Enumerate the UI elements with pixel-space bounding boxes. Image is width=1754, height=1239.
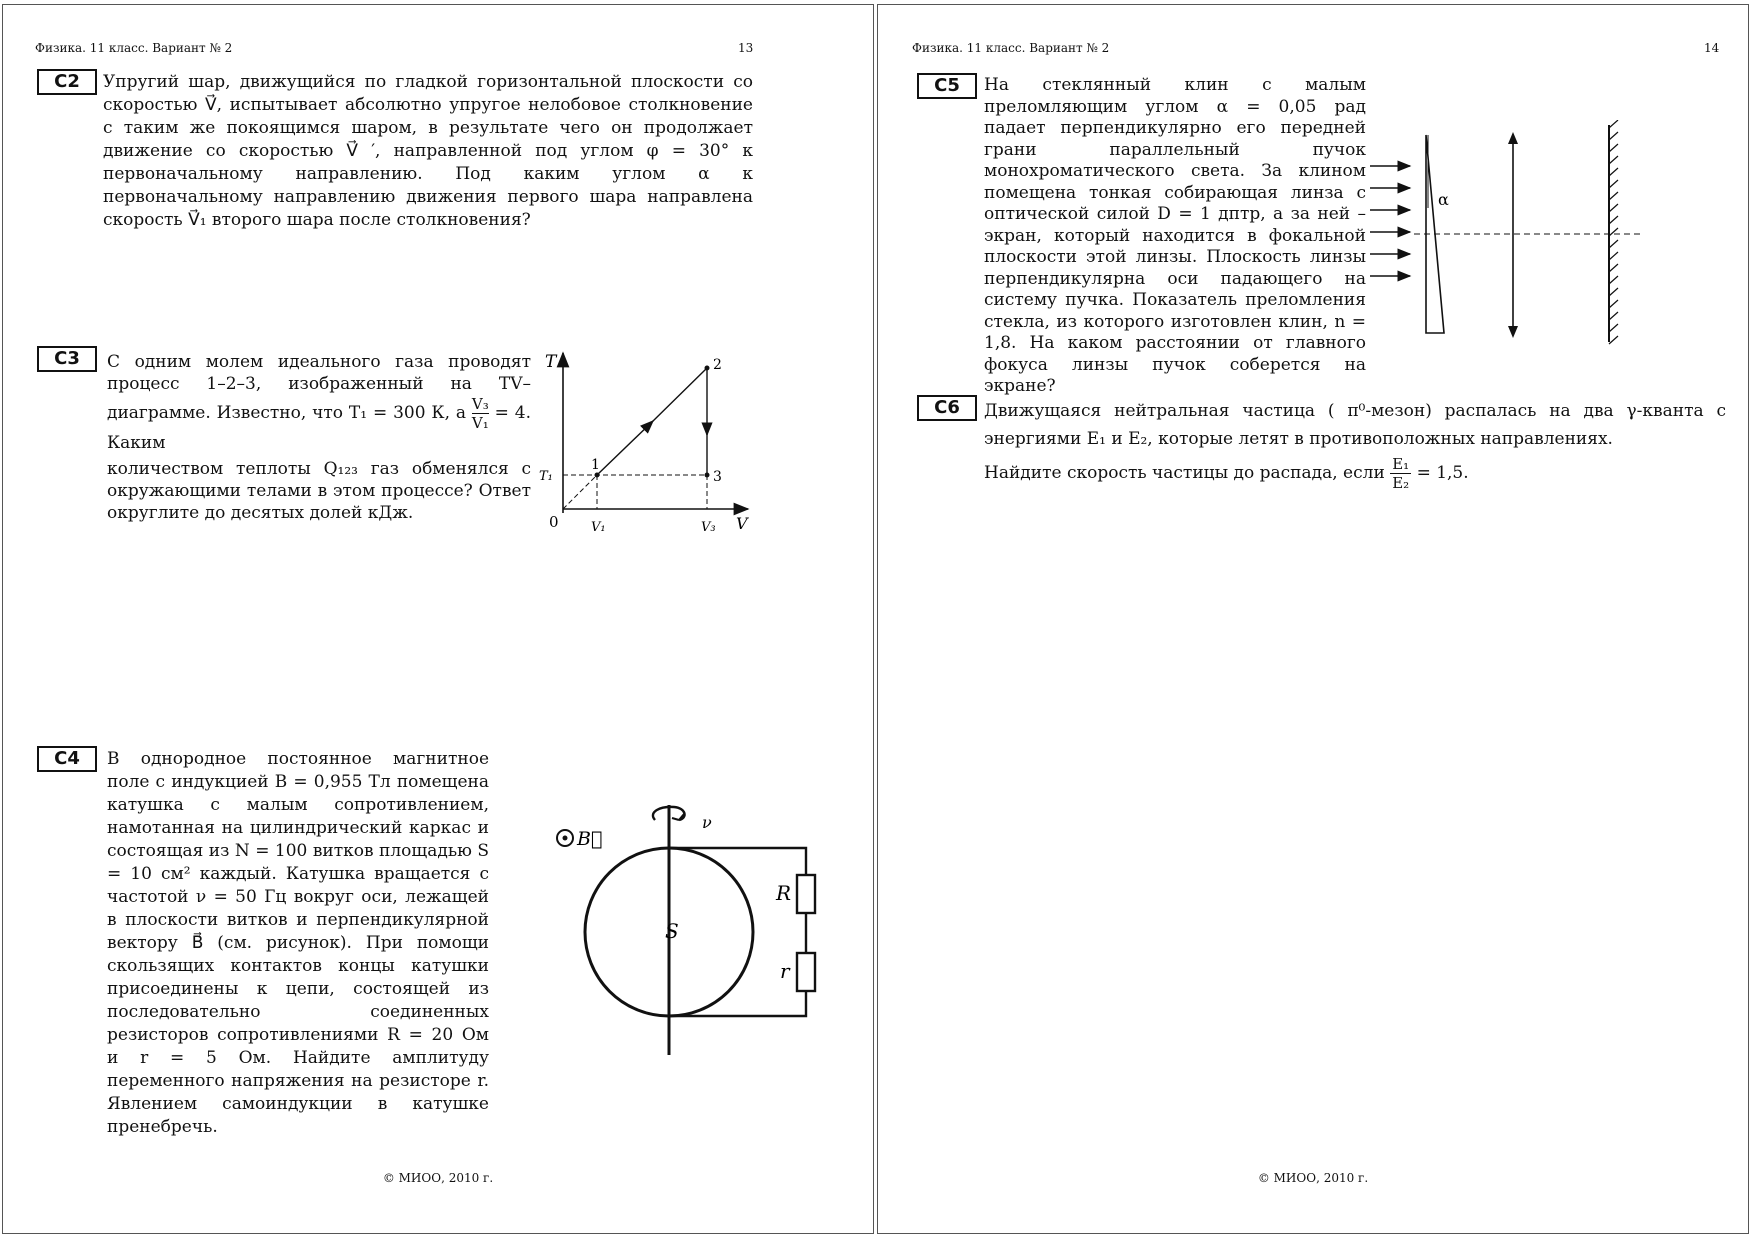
task-label-c3: C3: [37, 346, 97, 372]
isobar-dashed: [563, 475, 597, 509]
area-label: S: [665, 919, 679, 943]
process-1-2-arrow: [597, 421, 653, 475]
page-footer: © МИОО, 2010 г.: [382, 1171, 494, 1185]
resistor-big: [797, 875, 815, 913]
point-3-label: 3: [713, 469, 722, 485]
b-field-dot: [563, 836, 568, 841]
coil-circuit-figure: [548, 800, 848, 1060]
ratio-v3-v1: [472, 395, 489, 432]
wedge-lens-figure: [1370, 120, 1650, 350]
task-text-c2: Упругий шар, движущийся по гладкой горизонтальной плоскости со скоростью V⃗, испытывает абсолютно упругое нелобовое столкновение с таким же покоящимся шаром, в результате чего он продолжает движение со скоростью V⃗ ′, направленной под углом φ = 30° к первоначальному направлению. Под каким углом α к первоначальному направлению движения первого шара направлена скорость V⃗₁ второго шара после столкновения?: [103, 72, 753, 230]
task-text-c4: В однородное постоянное магнитное поле с индукцией B = 0,955 Тл помещена катушка с малым сопротивлением, намотанная на цилиндрический каркас и состоящая из N = 100 витков площадью S = 10 см² каждый. Катушка вращается с частотой ν = 50 Гц вокруг оси, лежащей в плоскости витков и перпендикулярной вектору B⃗ (см. рисунок). При помощи скользящих контактов концы катушки присоединены к цепи, состоящей из последовательно соединенных резисторов сопротивлениями R = 20 Ом и r = 5 Ом. Найдите амплитуду переменного напряжения на резисторе r. Явлением самоиндукции в катушке пренебречь.: [107, 749, 489, 1137]
b-field-label: B⃗: [577, 828, 603, 850]
v-axis-label: V: [736, 514, 748, 533]
page-number: 14: [1704, 41, 1720, 55]
v1-label: V₁: [591, 520, 606, 535]
point-3: [705, 473, 710, 478]
tv-diagram: [533, 343, 763, 553]
t-axis-label: T: [545, 352, 557, 372]
ratio-numerator: V₃: [471, 395, 489, 413]
page-header: Физика. 11 класс. Вариант № 2: [35, 41, 233, 55]
nu-label: ν: [702, 813, 712, 832]
task-label-c4: C4: [37, 746, 97, 772]
task-text-c3-part2: количеством теплоты Q₁₂₃ газ обменялся с окружающими телами в этом процессе? Ответ округлите до десятых долей кДж.: [107, 459, 531, 523]
lens-arrow-top: [1508, 132, 1518, 144]
page-14: [877, 4, 1749, 1234]
task-text-c6-part2: Найдите скорость частицы до распада, если: [984, 463, 1385, 483]
ratio-denominator: E₂: [1392, 474, 1410, 492]
task-text-c3-part1: С одним молем идеального газа проводят процесс 1–2–3, изображенный на TV–диаграмме. Известно, что T₁ = 300 К, а: [107, 352, 531, 423]
page-number: 13: [738, 41, 754, 55]
process-1-2-line: [651, 368, 707, 423]
point-1: [595, 473, 600, 478]
v3-label: V₃: [701, 520, 716, 535]
ratio-denominator: V₁: [471, 414, 489, 432]
task-label-c6: C6: [917, 395, 977, 421]
task-text-c3: [107, 351, 531, 524]
task-text-c5: На стеклянный клин с малым преломляющим углом α = 0,05 рад падает перпендикулярно его передней грани параллельный пучок монохроматического света. За клином помещена тонкая собирающая линза с оптической силой D = 1 дптр, а за ней – экран, который находится в фокальной плоскости этой линзы. Плоскость линзы перпендикулярна оси падающего на систему пучка. Показатель преломления стекла, из которого изготовлен клин, n = 1,8. На каком расстоянии от главного фокуса линзы пучок соберется на экране?: [984, 75, 1366, 396]
resistor-big-label: R: [776, 881, 792, 905]
ratio-e1-e2: [1390, 455, 1411, 492]
task-text-c6: [984, 397, 1726, 492]
lens-arrow-bottom: [1508, 326, 1518, 338]
point-2: [705, 366, 710, 371]
screen-hatching: [1609, 120, 1618, 344]
t1-label: T₁: [539, 469, 553, 484]
resistor-small: [797, 953, 815, 991]
task-label-c5: C5: [917, 73, 977, 99]
task-text-c6-part1: Движущаяся нейтральная частица ( π⁰-мезон) распалась на два γ-кванта с энергиями E₁ и E₂, которые летят в противоположных направлениях.: [984, 401, 1726, 449]
task-label-c2: C2: [37, 69, 97, 95]
resistor-small-label: r: [780, 959, 790, 983]
point-2-label: 2: [713, 357, 722, 373]
page-header: Физика. 11 класс. Вариант № 2: [912, 41, 1110, 55]
ratio-numerator: E₁: [1392, 455, 1410, 473]
ratio-value: = 1,5.: [1416, 463, 1469, 483]
page-footer: © МИОО, 2010 г.: [1257, 1171, 1369, 1185]
origin-label: 0: [549, 513, 559, 531]
wedge-angle-label: α: [1438, 190, 1449, 209]
ratio-value: = 4. Каким: [107, 403, 532, 453]
point-1-label: 1: [591, 457, 600, 473]
page-13: [2, 4, 874, 1234]
